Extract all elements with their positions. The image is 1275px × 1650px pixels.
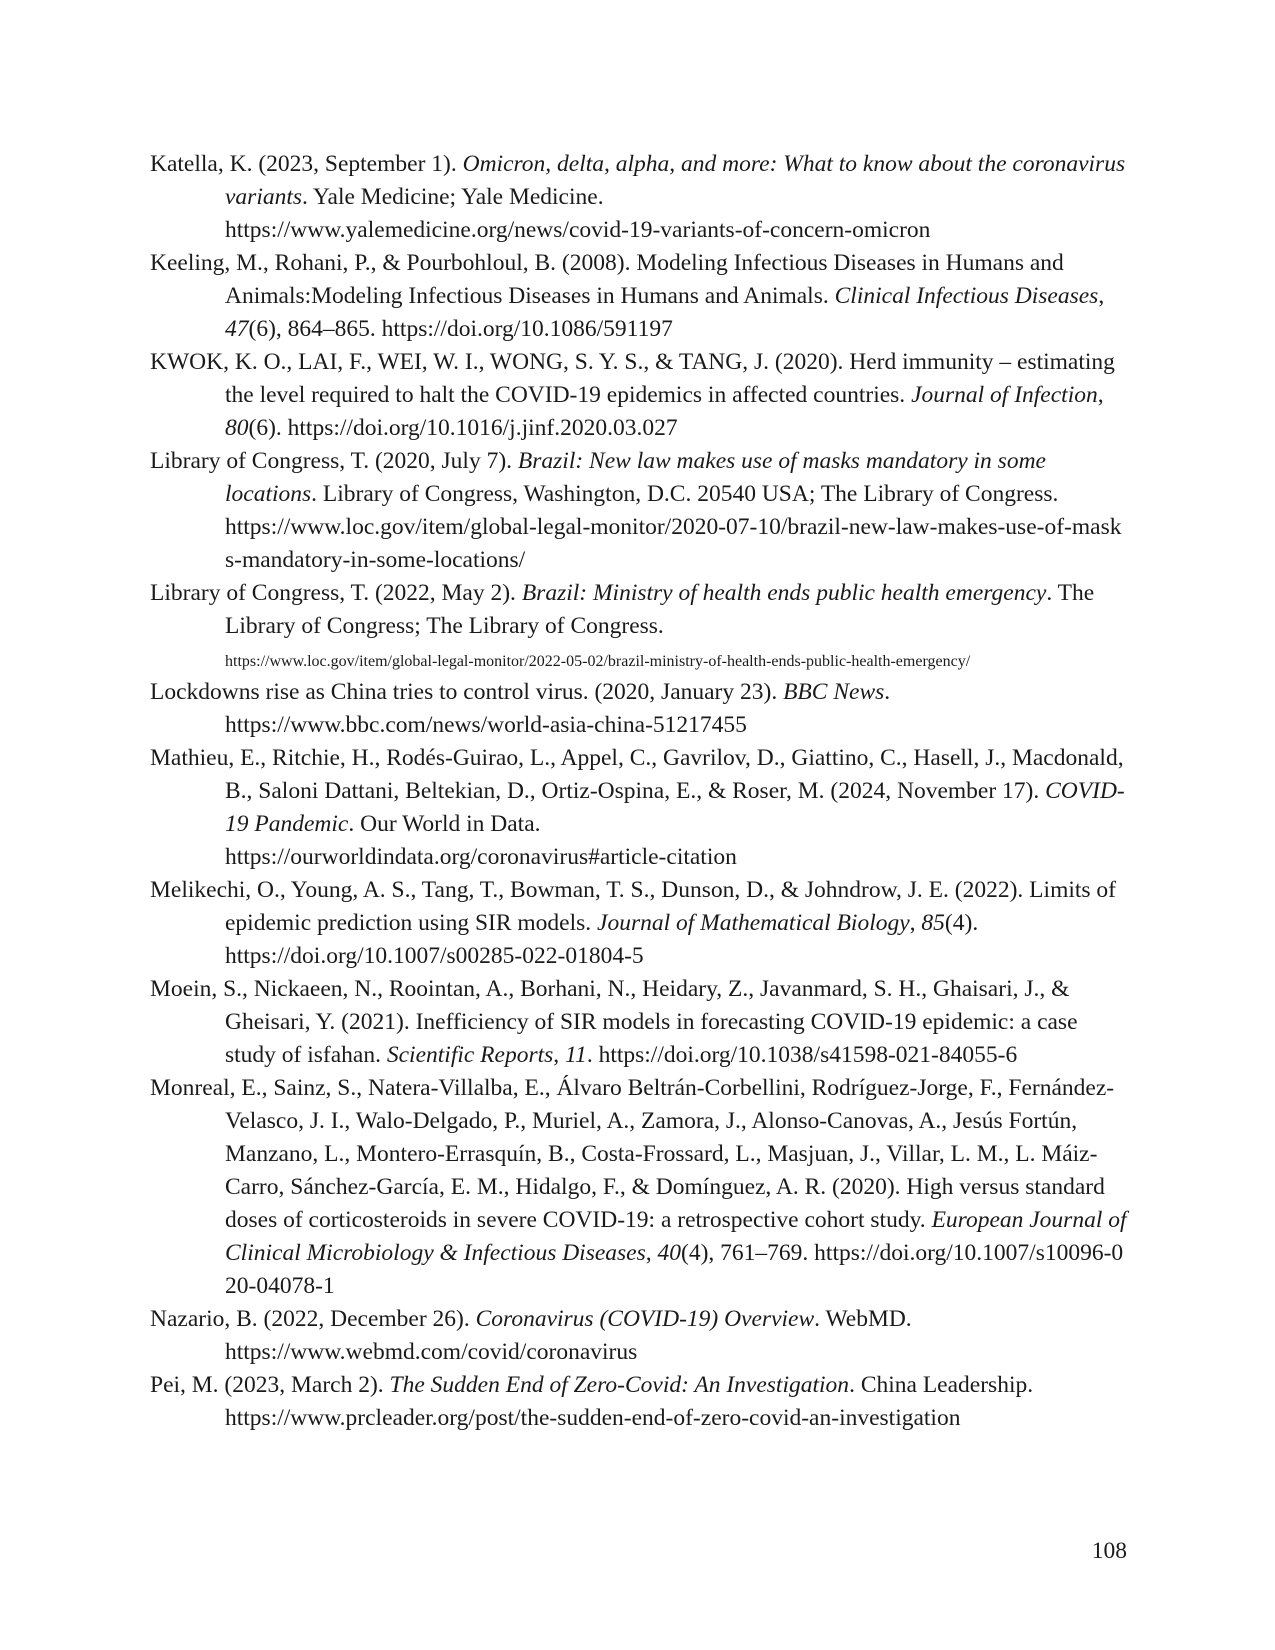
reference-entry: Moein, S., Nickaeen, N., Roointan, A., Borhani, N., Heidary, Z., Javanmard, S. H., Ghaisari, J., & Gheisari, Y. (2021). Inefficiency of SIR models in forecasting COVID-19 epidemic: a case study of isfahan. Scientific Reports, 11. https://doi.org/10.1038/s41598-021-84055-6 — [150, 976, 1078, 1068]
reference-entry: KWOK, K. O., LAI, F., WEI, W. I., WONG, S. Y. S., & TANG, J. (2020). Herd immunity – estimating the level required to halt the COVID-19 epidemics in affected countries. Journal of Infection, 80(6). https://doi.org/10.1016/j.jinf.2020.03.027 — [150, 349, 1115, 441]
reference-entry: Library of Congress, T. (2022, May 2). Brazil: Ministry of health ends public health emergency. The Library of Congress; The Library of Congress. https://www.loc.gov/item/global-legal-monitor/2022-05-02/brazil-ministry-of-health-ends-public-health-emergency/ — [150, 580, 1095, 670]
reference-volume: 11 — [565, 1042, 587, 1068]
reference-title: COVID-19 Pandemic — [225, 778, 1125, 837]
reference-url[interactable]: https://doi.org/10.1038/s41598-021-84055-6 — [598, 1042, 1018, 1068]
reference-title: The Sudden End of Zero-Covid: An Investigation — [389, 1372, 850, 1398]
reference-url[interactable]: https://doi.org/10.1086/591197 — [381, 316, 673, 342]
reference-list — [150, 148, 1130, 1435]
reference-entry: Monreal, E., Sainz, S., Natera-Villalba, E., Álvaro Beltrán-Corbellini, Rodríguez-Jorge, F., Fernández-Velasco, J. I., Walo-Delgado, P., Muriel, A., Zamora, J., Alonso-Canovas, A., Jesús Fortún, Manzano, L., Montero-Errasquín, B., Costa-Frossard, L., Masjuan, J., Villar, L. M., L. Máiz-Carro, Sánchez-García, E. M., Hidalgo, F., & Domínguez, A. R. (2020). High versus standard doses of corticosteroids in severe COVID-19: a retrospective cohort study. European Journal of Clinical Microbiology & Infectious Diseases, 40(4), 761–769. https://doi.org/10.1007/s10096-020-04078-1 — [150, 1075, 1127, 1299]
reference-url[interactable]: https://ourworldindata.org/coronavirus#article-citation — [225, 844, 737, 870]
reference-entry: Mathieu, E., Ritchie, H., Rodés-Guirao, L., Appel, C., Gavrilov, D., Giattino, C., Hasell, J., Macdonald, B., Saloni Dattani, Beltekian, D., Ortiz-Ospina, E., & Roser, M. (2024, November 17). COVID-19 Pandemic. Our World in Data. https://ourworldindata.org/coronavirus#article-citation — [150, 745, 1125, 870]
reference-entry: Nazario, B. (2022, December 26). Coronavirus (COVID-19) Overview. WebMD. https://www.webmd.com/covid/coronavirus — [150, 1306, 912, 1365]
reference-url[interactable]: https://doi.org/10.1016/j.jinf.2020.03.027 — [287, 415, 678, 441]
reference-volume: 47 — [225, 316, 249, 342]
reference-title: Brazil: Ministry of health ends public health emergency — [521, 580, 1047, 606]
reference-url[interactable]: https://www.yalemedicine.org/news/covid-19-variants-of-concern-omicron — [225, 217, 931, 243]
reference-url[interactable]: https://www.loc.gov/item/global-legal-monitor/2020-07-10/brazil-new-law-makes-use-of-masks-mandatory-in-some-locations/ — [225, 514, 1122, 573]
reference-volume: 40 — [657, 1240, 682, 1266]
reference-url[interactable]: https://www.loc.gov/item/global-legal-monitor/2022-05-02/brazil-ministry-of-health-ends-public-health-emergency/ — [225, 653, 971, 670]
reference-entry: Katella, K. (2023, September 1). Omicron, delta, alpha, and more: What to know about the coronavirus variants. Yale Medicine; Yale Medicine. https://www.yalemedicine.org/news/covid-19-variants-of-concern-omicron — [150, 151, 1126, 243]
reference-url[interactable]: https://www.webmd.com/covid/coronavirus — [225, 1339, 638, 1365]
reference-url[interactable]: https://doi.org/10.1007/s10096-020-04078-1 — [225, 1240, 1124, 1299]
reference-url[interactable]: https://doi.org/10.1007/s00285-022-01804-5 — [225, 943, 644, 969]
reference-entry: Melikechi, O., Young, A. S., Tang, T., Bowman, T. S., Dunson, D., & Johndrow, J. E. (2022). Limits of epidemic prediction using SIR models. Journal of Mathematical Biology, 85(4). https://doi.org/10.1007/s00285-022-01804-5 — [150, 877, 1117, 969]
reference-journal: European Journal of Clinical Microbiology & Infectious Diseases — [225, 1207, 1127, 1266]
reference-entry: Keeling, M., Rohani, P., & Pourbohloul, B. (2008). Modeling Infectious Diseases in Humans and Animals:Modeling Infectious Diseases in Humans and Animals. Clinical Infectious Diseases, 47(6), 864–865. https://doi.org/10.1086/591197 — [150, 250, 1105, 342]
reference-volume: 85 — [921, 910, 945, 936]
reference-journal: Journal of Mathematical Biology — [597, 910, 910, 936]
reference-title: Coronavirus (COVID-19) Overview — [475, 1306, 815, 1332]
reference-journal: Journal of Infection — [911, 382, 1098, 408]
reference-entry: Pei, M. (2023, March 2). The Sudden End of Zero-Covid: An Investigation. China Leadership. https://www.prcleader.org/post/the-sudden-end-of-zero-covid-an-investigation — [150, 1372, 1034, 1431]
reference-volume: 80 — [225, 415, 249, 441]
reference-title: BBC News — [783, 679, 885, 705]
page-number: 108 — [1091, 1538, 1127, 1564]
reference-title: Omicron, delta, alpha, and more: What to know about the coronavirus variants — [225, 151, 1126, 210]
reference-journal: Clinical Infectious Diseases — [834, 283, 1099, 309]
reference-entry: Library of Congress, T. (2020, July 7). Brazil: New law makes use of masks mandatory in some locations. Library of Congress, Washington, D.C. 20540 USA; The Library of Congress. https://www.loc.gov/item/global-legal-monitor/2020-07-10/brazil-new-law-makes-use-of-masks-mandatory-in-some-locations/ — [150, 448, 1122, 573]
reference-title: Brazil: New law makes use of masks mandatory in some locations — [225, 448, 1046, 507]
reference-url[interactable]: https://www.bbc.com/news/world-asia-china-51217455 — [225, 712, 747, 738]
reference-url[interactable]: https://www.prcleader.org/post/the-sudden-end-of-zero-covid-an-investigation — [225, 1405, 961, 1431]
reference-journal: Scientific Reports — [386, 1042, 554, 1068]
reference-entry: Lockdowns rise as China tries to control virus. (2020, January 23). BBC News. https://www.bbc.com/news/world-asia-china-51217455 — [150, 679, 891, 738]
